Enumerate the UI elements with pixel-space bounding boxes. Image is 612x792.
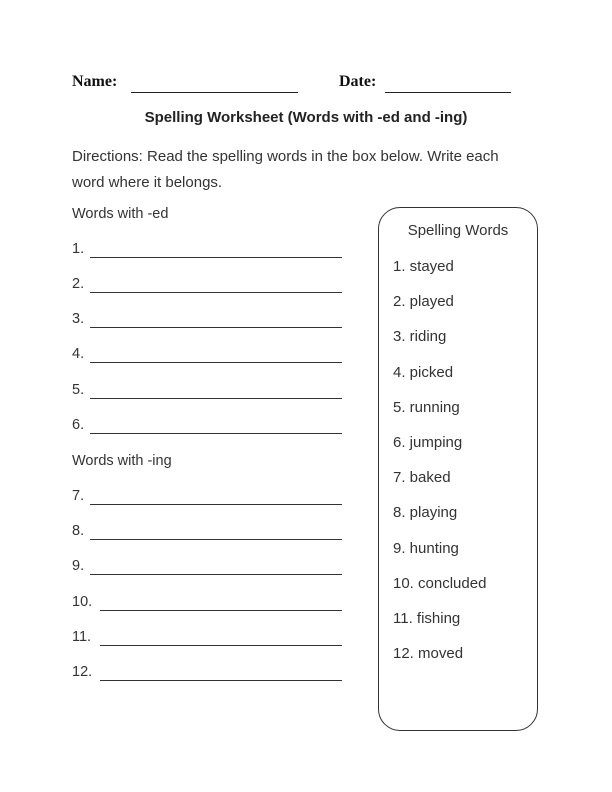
answer-row xyxy=(72,558,342,578)
spelling-word-list xyxy=(393,258,486,680)
spelling-word: 11. fishing xyxy=(393,609,461,627)
answer-number: 3. xyxy=(72,311,85,327)
answer-row xyxy=(72,417,342,437)
answer-row xyxy=(72,311,342,331)
answer-row xyxy=(72,523,342,543)
spelling-word: 10. concluded xyxy=(393,574,487,592)
date-field-line[interactable] xyxy=(385,92,511,93)
answer-line[interactable] xyxy=(90,539,342,540)
answer-line[interactable] xyxy=(90,292,342,293)
directions-text: Directions: Read the spelling words in the box below. Write each word where it belongs. xyxy=(72,148,499,191)
answer-row xyxy=(72,346,342,366)
answer-number: 10. xyxy=(72,594,93,610)
answer-number: 5. xyxy=(72,382,85,398)
spelling-word: 4. picked xyxy=(393,363,454,381)
spelling-words-title: Spelling Words xyxy=(407,222,509,239)
answer-line[interactable] xyxy=(100,645,342,646)
spelling-word: 2. played xyxy=(393,293,454,311)
answer-line[interactable] xyxy=(90,574,342,575)
answer-number: 2. xyxy=(72,276,85,292)
name-label: Name: xyxy=(72,73,118,90)
spelling-word: 12. moved xyxy=(393,645,464,663)
spelling-word: 9. hunting xyxy=(393,539,459,557)
answer-row xyxy=(72,276,342,296)
spelling-word: 5. running xyxy=(393,398,460,416)
spelling-word: 8. playing xyxy=(393,504,458,522)
spelling-word: 1. stayed xyxy=(393,258,454,275)
spelling-word: 3. riding xyxy=(393,328,447,346)
answer-number: 12. xyxy=(72,664,93,680)
answer-row xyxy=(72,629,342,649)
spelling-word: 6. jumping xyxy=(393,433,463,451)
name-field-line[interactable] xyxy=(131,92,298,93)
spelling-words-box xyxy=(378,207,538,731)
answer-line[interactable] xyxy=(90,362,342,363)
answer-line[interactable] xyxy=(100,610,342,611)
answer-line[interactable] xyxy=(90,433,342,434)
answer-number: 11. xyxy=(72,629,92,645)
date-label: Date: xyxy=(339,73,377,90)
answer-number: 9. xyxy=(72,558,85,574)
answer-number: 6. xyxy=(72,417,85,433)
answer-row xyxy=(72,382,342,402)
answer-row xyxy=(72,594,342,614)
answer-number: 7. xyxy=(72,488,85,504)
worksheet-title: Spelling Worksheet (Words with -ed and -ing) xyxy=(144,109,468,126)
answer-number: 4. xyxy=(72,346,85,362)
answer-row xyxy=(72,664,342,684)
answer-line[interactable] xyxy=(90,327,342,328)
answer-line[interactable] xyxy=(90,257,342,258)
spelling-word: 7. baked xyxy=(393,469,451,487)
answer-line[interactable] xyxy=(100,680,342,681)
answer-number: 1. xyxy=(72,241,85,257)
answer-line[interactable] xyxy=(90,504,342,505)
answer-number: 8. xyxy=(72,523,85,539)
answer-line[interactable] xyxy=(90,398,342,399)
ed-section-heading: Words with -ed xyxy=(72,206,169,222)
answer-row xyxy=(72,488,342,508)
answer-row xyxy=(72,241,342,261)
ing-section-heading: Words with -ing xyxy=(72,453,172,469)
